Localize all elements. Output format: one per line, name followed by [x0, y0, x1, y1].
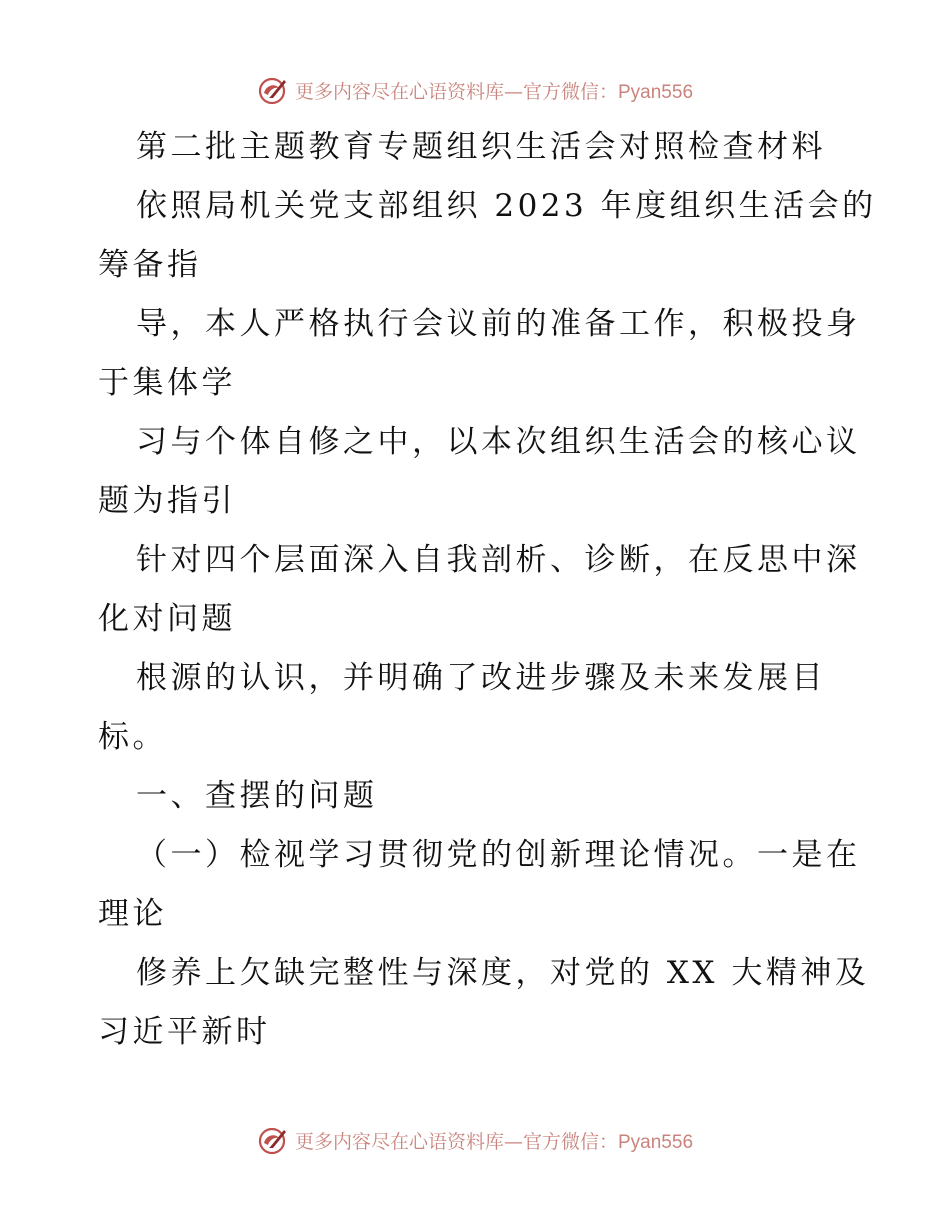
text-line: 导，本人严格执行会议前的准备工作，积极投身 — [136, 306, 861, 342]
document-paragraphs — [98, 177, 877, 1062]
document-body — [98, 118, 877, 1062]
text-line: （一）检视学习贯彻党的创新理论情况。一是在 — [136, 837, 861, 873]
text-line: 习与个体自修之中，以本次组织生活会的核心议 — [136, 424, 861, 460]
text-line: 修养上欠缺完整性与深度，对党的 XX 大精神及 — [136, 955, 870, 991]
watermark-text: 更多内容尽在心语资料库—官方微信：Pyan556 — [294, 80, 694, 103]
text-line: 筹备指 — [98, 247, 202, 283]
text-line: 根源的认识，并明确了改进步骤及未来发展目 — [136, 660, 826, 696]
text-line: 依照局机关党支部组织 2023 年度组织生活会的 — [136, 188, 877, 224]
text-line: 于集体学 — [98, 365, 236, 401]
text-line: 标。 — [98, 719, 167, 755]
text-line: 化对问题 — [98, 601, 236, 637]
document-title: 第二批主题教育专题组织生活会对照检查材料 — [136, 129, 826, 165]
text-line: 针对四个层面深入自我剖析、诊断，在反思中深 — [136, 542, 861, 578]
text-line: 一、查摆的问题 — [136, 778, 378, 814]
text-line: 习近平新时 — [98, 1014, 271, 1050]
text-line: 题为指引 — [98, 483, 236, 519]
text-line: 理论 — [98, 896, 167, 932]
watermark-text: 更多内容尽在心语资料库—官方微信：Pyan556 — [294, 1130, 694, 1153]
header-watermark — [0, 70, 950, 110]
footer-watermark — [0, 1120, 950, 1160]
swirl-quill-logo-icon — [257, 1124, 289, 1156]
swirl-quill-logo-icon — [257, 74, 289, 106]
